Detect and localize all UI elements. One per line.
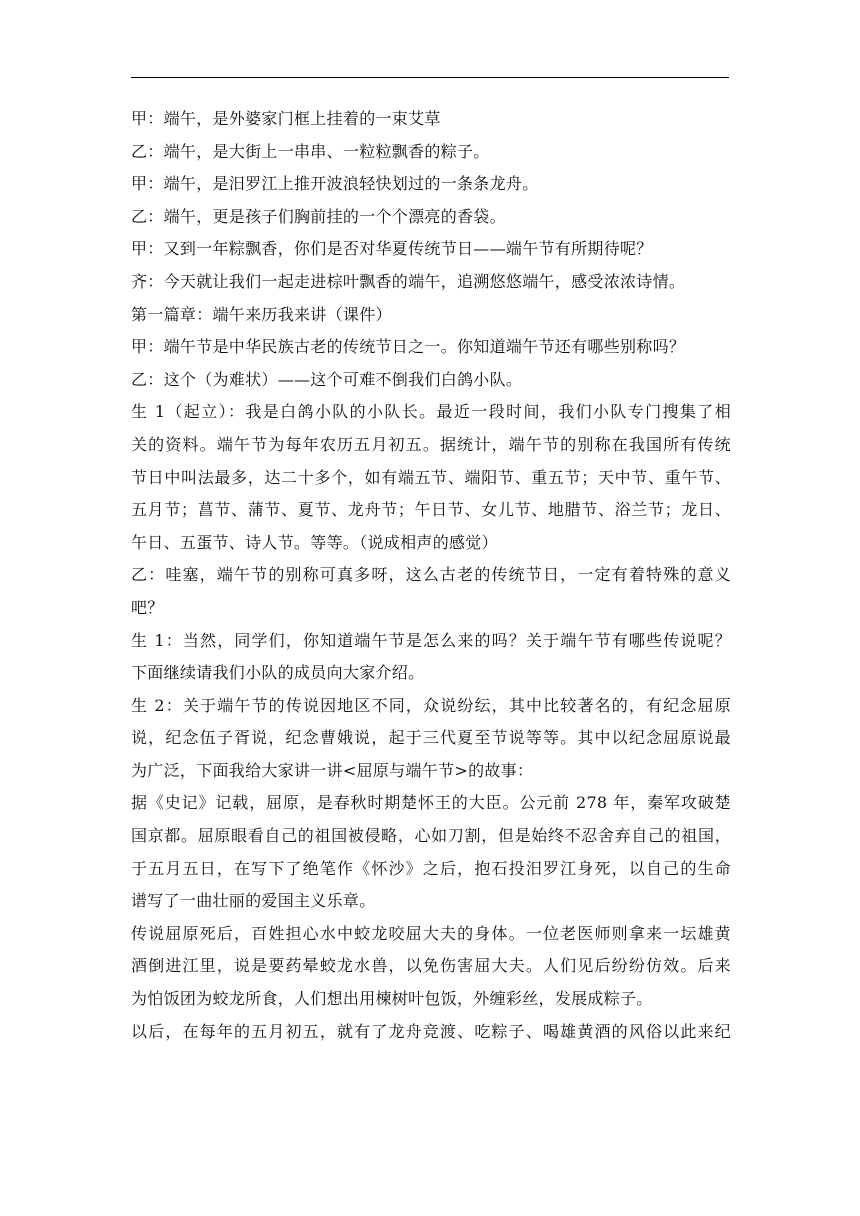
text-line: 甲：端午节是中华民族古老的传统节日之一。你知道端午节还有哪些别称吗？: [131, 337, 686, 357]
document-body: [131, 103, 731, 1048]
text-line: 第一篇章：端午来历我来讲（课件）: [131, 304, 392, 324]
text-line: 据《史记》记载，屈原，是春秋时期楚怀王的大臣。公元前 278 年，秦军攻破楚: [131, 793, 731, 813]
text-line: 午日、五蛋节、诗人节。等等。（说成相声的感觉）: [131, 532, 498, 552]
text-line: 关的资料。端午节为每年农历五月初五。据统计，端午节的别称在我国所有传统: [131, 434, 731, 454]
text-line: 国京都。屈原眼看自己的祖国被侵略，心如刀割，但是始终不忍舍弃自己的祖国，: [131, 826, 731, 846]
text-line: 下面继续请我们小队的成员向大家介绍。: [131, 663, 425, 683]
text-line: 乙：这个（为难状）——这个可难不倒我们白鸽小队。: [131, 369, 523, 389]
text-line: 五月节；菖节、蒲节、夏节、龙舟节；午日节、女儿节、地腊节、浴兰节；龙日、: [131, 500, 731, 520]
text-line: 节日中叫法最多，达二十多个，如有端五节、端阳节、重五节；天中节、重午节、: [131, 467, 731, 487]
text-line: 酒倒进江里，说是要药晕蛟龙水兽，以免伤害屈大夫。人们见后纷纷仿效。后来: [131, 956, 731, 976]
text-line: 于五月五日，在写下了绝笔作《怀沙》之后，抱石投汨罗江身死，以自己的生命: [131, 858, 731, 878]
text-line: 吧？: [131, 597, 164, 617]
header-rule: [131, 77, 729, 78]
text-line: 谱写了一曲壮丽的爱国主义乐章。: [131, 891, 376, 911]
text-line: 说，纪念伍子胥说，纪念曹娥说，起于三代夏至节说等等。其中以纪念屈原说最: [131, 728, 731, 748]
text-line: 甲：端午，是汨罗江上推开波浪轻快划过的一条条龙舟。: [131, 174, 539, 194]
text-line: 乙：端午，更是孩子们胸前挂的一个个漂亮的香袋。: [131, 206, 506, 226]
text-line: 传说屈原死后，百姓担心水中蛟龙咬屈大夫的身体。一位老医师则拿来一坛雄黄: [131, 923, 731, 943]
text-line: 生 2：关于端午节的传说因地区不同，众说纷纭，其中比较著名的，有纪念屈原: [131, 695, 731, 715]
text-line: 生 1：当然，同学们，你知道端午节是怎么来的吗？关于端午节有哪些传说呢？: [131, 630, 731, 650]
text-line: 齐：今天就让我们一起走进棕叶飘香的端午，追溯悠悠端午，感受浓浓诗情。: [131, 271, 686, 291]
text-line: 为广泛，下面我给大家讲一讲<屈原与端午节>的故事：: [131, 760, 534, 780]
text-line: 以后，在每年的五月初五，就有了龙舟竞渡、吃粽子、喝雄黄酒的风俗以此来纪: [131, 1021, 731, 1041]
text-line: 甲：又到一年粽飘香，你们是否对华夏传统节日——端午节有所期待呢？: [131, 239, 653, 259]
text-line: 乙：端午，是大街上一串串、一粒粒飘香的粽子。: [131, 141, 490, 161]
text-line: 乙：哇塞，端午节的别称可真多呀，这么古老的传统节日，一定有着特殊的意义: [131, 565, 731, 585]
text-line: 甲：端午，是外婆家门框上挂着的一束艾草: [131, 109, 441, 128]
text-line: 生 1（起立）：我是白鸽小队的小队长。最近一段时间，我们小队专门搜集了相: [131, 402, 731, 422]
text-line: 为怕饭团为蛟龙所食，人们想出用楝树叶包饭，外缠彩丝，发展成粽子。: [131, 989, 653, 1009]
